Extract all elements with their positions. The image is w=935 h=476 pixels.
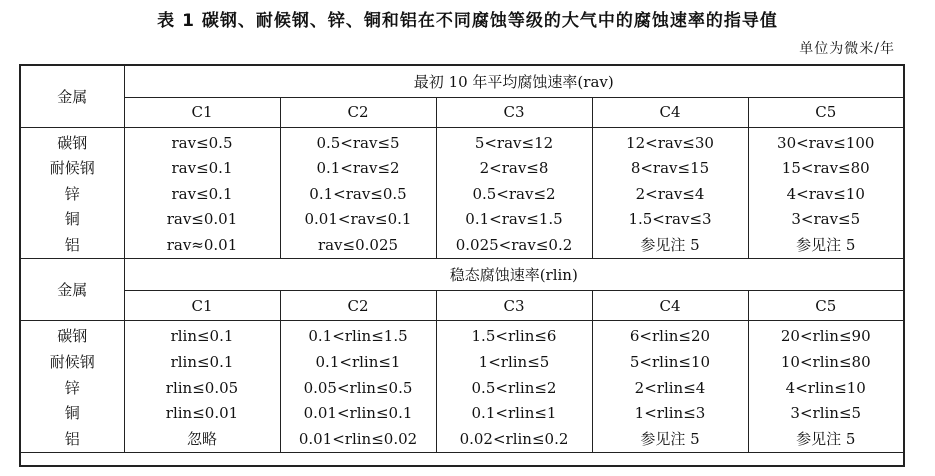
- rate-cell: 0.1<rav≤1.5: [465, 210, 563, 229]
- rate-cell: 4<rav≤10: [786, 184, 865, 203]
- metal-name: 耐候钢: [49, 159, 95, 178]
- rate-cell: 0.01<rav≤0.1: [304, 210, 412, 229]
- rate-cell: 2<rav≤8: [479, 159, 549, 178]
- rate-cell: rlin≤0.01: [165, 404, 239, 423]
- metal-name: 铝: [64, 235, 80, 254]
- rate-cell: 1<rlin≤3: [634, 404, 706, 423]
- metal-header: 金属: [20, 259, 124, 321]
- rate-cell: 3<rlin≤5: [790, 404, 862, 423]
- column-header: C2: [280, 291, 436, 321]
- rate-cell: 4<rlin≤10: [785, 378, 866, 397]
- metal-name: 铜: [64, 210, 80, 229]
- rate-cell: 0.5<rav≤5: [316, 133, 400, 152]
- c5-values: [748, 127, 904, 259]
- column-header: C5: [748, 97, 904, 127]
- c2-values: [280, 321, 436, 453]
- rate-cell: 0.1<rav≤2: [316, 159, 400, 178]
- rate-cell: 0.01<rlin≤0.1: [303, 404, 413, 423]
- rate-cell: 8<rav≤15: [630, 159, 710, 178]
- metal-list: [20, 321, 124, 453]
- c1-values: [124, 321, 280, 453]
- rate-cell: 2<rav≤4: [635, 184, 705, 203]
- rate-cell: 0.025<rav≤0.2: [455, 235, 573, 254]
- rate-cell: 0.5<rav≤2: [472, 184, 556, 203]
- column-header: C3: [436, 291, 592, 321]
- rate-cell: 参见注 5: [640, 429, 700, 448]
- section1-heading: 最初 10 年平均腐蚀速率(rav): [124, 65, 904, 97]
- metal-name: 碳钢: [57, 327, 88, 346]
- metal-name: 碳钢: [57, 133, 88, 152]
- metal-name: 锌: [64, 378, 80, 397]
- metal-header: 金属: [20, 65, 124, 127]
- rate-cell: 3<rav≤5: [791, 210, 861, 229]
- c5-values: [748, 321, 904, 453]
- rate-cell: 0.1<rlin≤1.5: [308, 327, 408, 346]
- column-header: C2: [280, 97, 436, 127]
- metal-name: 锌: [64, 184, 80, 203]
- column-header: C1: [124, 97, 280, 127]
- rate-cell: 0.01<rlin≤0.02: [298, 429, 418, 448]
- rate-cell: 忽略: [186, 429, 217, 448]
- rate-cell: rav≤0.01: [166, 210, 238, 229]
- rate-cell: 6<rlin≤20: [629, 327, 711, 346]
- rate-cell: 0.1<rlin≤1: [315, 353, 401, 372]
- column-header: C4: [592, 291, 748, 321]
- c4-values: [592, 321, 748, 453]
- rate-cell: 1.5<rav≤3: [628, 210, 712, 229]
- rate-cell: 0.5<rlin≤2: [471, 378, 557, 397]
- c4-values: [592, 127, 748, 259]
- rate-cell: 0.05<rlin≤0.5: [303, 378, 413, 397]
- rate-cell: 参见注 5: [796, 429, 856, 448]
- rate-cell: 0.1<rav≤0.5: [309, 184, 407, 203]
- metal-list: [20, 127, 124, 259]
- rate-cell: rav≤0.1: [171, 159, 233, 178]
- rate-cell: rav≤0.1: [171, 184, 233, 203]
- rate-cell: 20<rlin≤90: [780, 327, 871, 346]
- rate-cell: 10<rlin≤80: [780, 353, 871, 372]
- table-continuation: [20, 453, 904, 467]
- rate-cell: 5<rlin≤10: [629, 353, 711, 372]
- metal-name: 耐候钢: [49, 353, 95, 372]
- rate-cell: rlin≤0.1: [170, 353, 234, 372]
- unit-note: 单位为微米/年: [799, 41, 895, 57]
- rate-cell: 0.02<rlin≤0.2: [459, 429, 569, 448]
- c3-values: [436, 127, 592, 259]
- section2-heading: 稳态腐蚀速率(rlin): [124, 259, 904, 291]
- rate-cell: 参见注 5: [796, 235, 856, 254]
- column-header: C3: [436, 97, 592, 127]
- rate-cell: 5<rav≤12: [474, 133, 554, 152]
- metal-name: 铜: [64, 404, 80, 423]
- rate-cell: 12<rav≤30: [626, 133, 714, 152]
- rate-cell: 15<rav≤80: [781, 159, 870, 178]
- rate-cell: rav≤0.025: [317, 235, 399, 254]
- rate-cell: 0.1<rlin≤1: [471, 404, 557, 423]
- rate-cell: rlin≤0.1: [170, 327, 234, 346]
- column-header: C4: [592, 97, 748, 127]
- table-title: 表 1 碳钢、耐候钢、锌、铜和铝在不同腐蚀等级的大气中的腐蚀速率的指导值: [157, 11, 778, 31]
- c3-values: [436, 321, 592, 453]
- c1-values: [124, 127, 280, 259]
- rate-cell: 1.5<rlin≤6: [471, 327, 557, 346]
- rate-cell: 参见注 5: [640, 235, 700, 254]
- rate-cell: rav≤0.5: [171, 133, 233, 152]
- rate-cell: 2<rlin≤4: [634, 378, 706, 397]
- rate-cell: rlin≤0.05: [165, 378, 239, 397]
- metal-name: 铝: [64, 429, 80, 448]
- column-header: C1: [124, 291, 280, 321]
- rate-cell: 30<rav≤100: [777, 133, 875, 152]
- rate-cell: 1<rlin≤5: [478, 353, 550, 372]
- column-header: C5: [748, 291, 904, 321]
- corrosion-rate-table: [19, 64, 905, 467]
- c2-values: [280, 127, 436, 259]
- rate-cell: rav≈0.01: [166, 235, 238, 254]
